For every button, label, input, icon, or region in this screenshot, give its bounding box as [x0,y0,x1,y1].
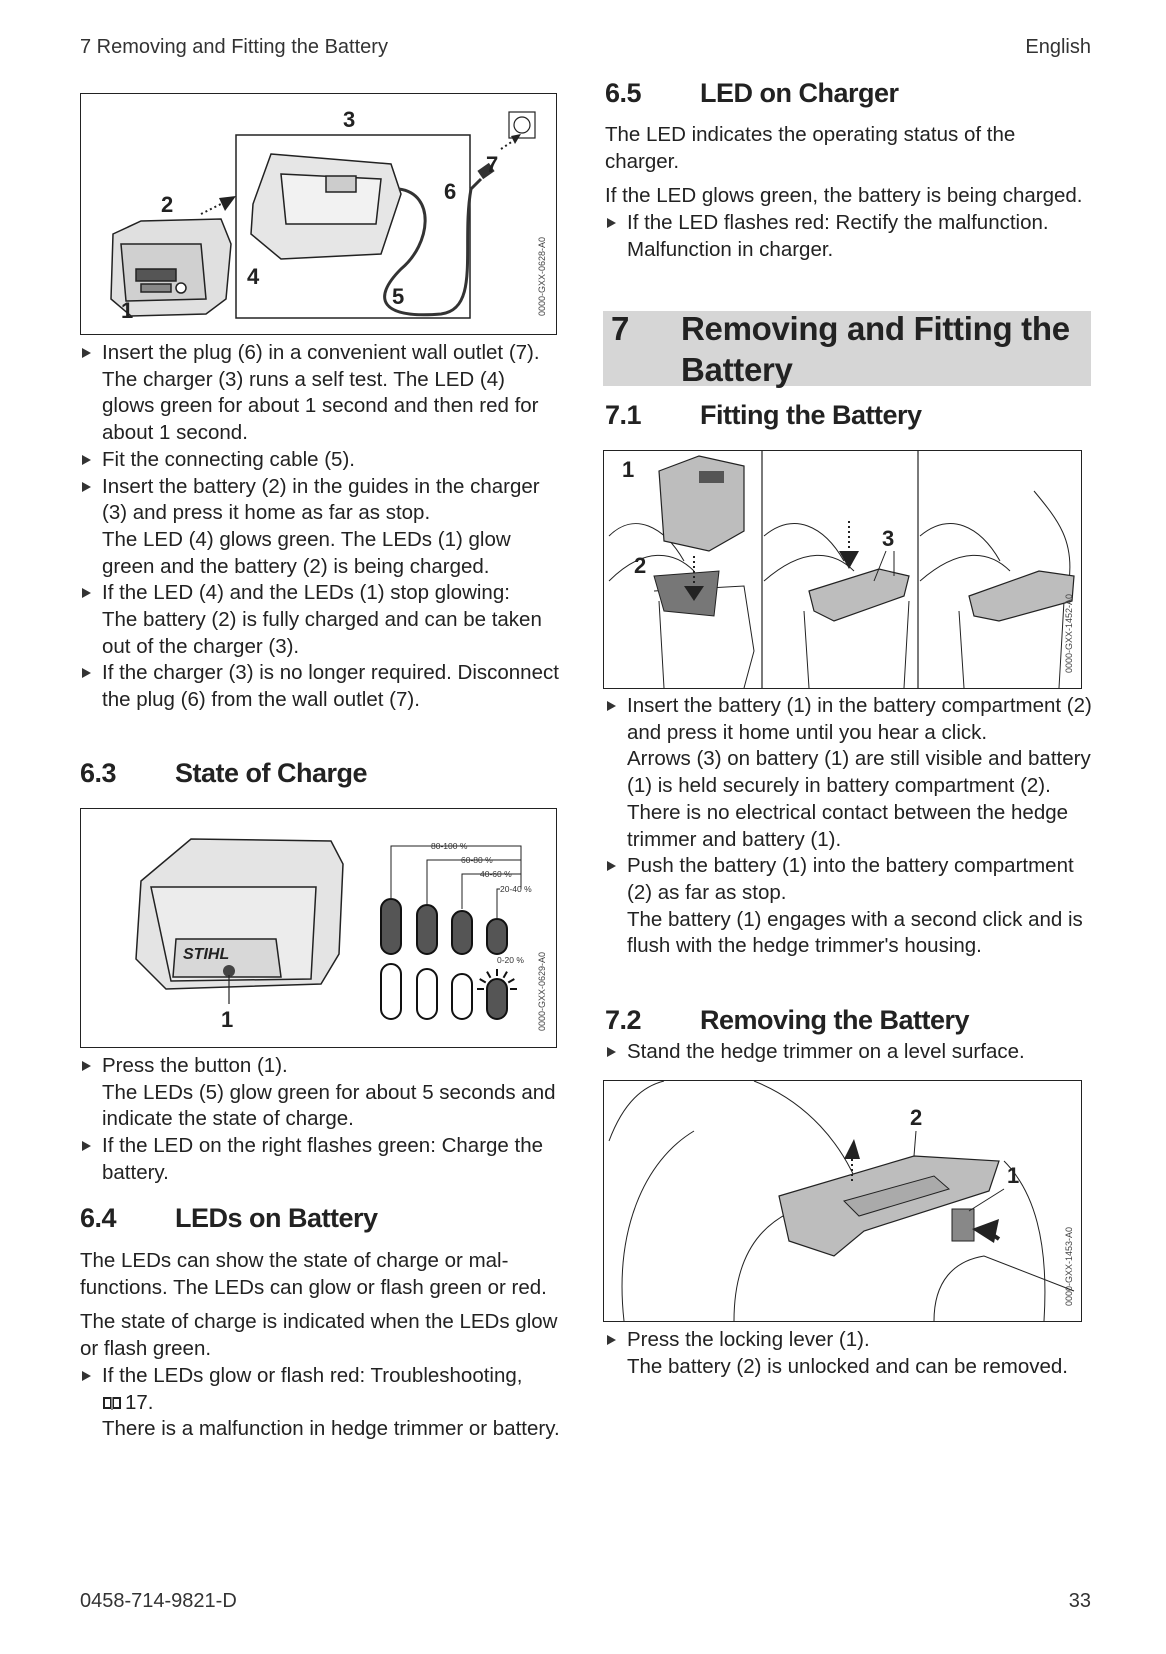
paragraph: The LEDs can show the state of charge or malfunctions. The LEDs can glow or flash green or red. [80,1249,547,1299]
fitting-step-list [605,693,1100,960]
led-flashing [487,979,507,1019]
removing-battery-figure [603,1080,1082,1322]
step-text: If the LED (4) and the LEDs (1) stop glowing: [102,581,510,605]
level-brackets [391,846,521,919]
step-item [80,1053,560,1133]
step-item [80,474,560,581]
step-text: Insert the battery (1) in the battery compartment (2) and press it home until you hear a click. [627,694,1092,744]
heading-7-2 [605,1005,969,1036]
level-label-80-100: 80-100 % [431,841,468,851]
page-reference[interactable] [102,1390,562,1417]
removing-pre-step-list [605,1039,1100,1066]
step-text: Fit the connecting cable (5). [102,447,355,471]
figure-code: 0000-GXX-1452-A0 [1064,593,1074,673]
section-number: 6.5 [605,78,642,108]
paragraph: The LED indicates the operating status of the charger. [605,123,1016,173]
paragraph: The state of charge is indicated when the LEDs glow or flash green. [80,1310,558,1361]
bullet-triangle-icon [82,1141,91,1151]
flash-ray [487,972,491,978]
step-result: The charger (3) runs a self test. The LED (4) glows green for about 1 second and then red for about 1 second. [102,367,539,445]
step-result: The battery (1) engages with a second click and is flush with the hedge trimmer's housing. [627,907,1083,958]
step-result: The battery (2) is fully charged and can be taken out of the charger (3). [102,608,542,658]
chapter-title [681,308,1070,390]
step-item [80,1363,562,1443]
removing-steps [605,1327,1100,1380]
fitting-battery-figure [603,450,1082,689]
figure-code: 0000-GXX-1453-A0 [1064,1226,1074,1306]
step-item [80,340,560,447]
removing-step-list [605,1327,1100,1380]
running-header-language: English [1025,36,1091,58]
callout-1: 1 [221,1007,234,1032]
step-text: Stand the hedge trimmer on a level surface. [627,1040,1025,1063]
led-lit [487,919,507,954]
step-item [80,447,560,474]
callout-5: 5 [392,284,405,309]
led-row-low [381,964,517,1019]
heading-6-3 [80,758,367,789]
step-result: The LEDs (5) glow green for about 5 seconds and indicate the state of charge. [102,1080,556,1131]
section-number: 7.1 [605,400,642,430]
step-text: Press the locking lever (1). [627,1328,870,1351]
state-of-charge-figure [80,808,557,1048]
footer-page-number: 33 [1068,1590,1091,1612]
battery-front-drawing [136,839,343,989]
step-item [605,693,1100,853]
section-title: Fitting the Battery [700,400,922,430]
charging-step-list [80,340,560,714]
battery-inserted-drawing [809,569,909,621]
bullet-triangle-icon [607,1335,616,1345]
step-text: Insert the plug (6) in a convenient wall outlet (7). [102,341,540,364]
section-number: 6.4 [80,1203,117,1233]
led-off [417,969,437,1019]
section-6-5-body [605,122,1095,264]
bullet-triangle-icon [82,1061,91,1071]
step-text: If the LED on the right flashes green: Charge the battery. [102,1134,544,1184]
section-title: Removing the Battery [700,1005,970,1035]
callout-1: 1 [121,298,134,323]
callout-1: 1 [1007,1163,1020,1188]
section-6-4-body [80,1248,562,1443]
flash-ray [508,979,514,983]
charging-steps [80,340,560,714]
figure-code: 0000-GXX-0629-A0 [537,951,547,1031]
chapter-heading-box [603,311,1091,386]
locking-lever-drawing [952,1209,974,1241]
heading-6-5 [605,78,899,109]
fitting-steps [605,693,1100,960]
level-label-40-60: 40-60 % [480,869,512,879]
led-row-lit [381,899,507,954]
led-lit [417,905,437,954]
step-result: The LED (4) glows green. The LEDs (1) glow green and the battery (2) is being charged. [102,527,511,578]
removing-illustration [604,1081,1081,1321]
charger-drawing [251,154,401,259]
bullet-triangle-icon [607,861,616,871]
level-label-60-80: 60-80 % [461,855,493,865]
step-item [605,1039,1100,1066]
flash-ray [504,972,508,978]
reference-page-number: 17. [125,1390,154,1414]
charger-step-list [605,210,1095,263]
led-step-list [80,1363,562,1443]
charging-figure [80,93,557,335]
section-title: LED on Charger [700,78,899,108]
bullet-triangle-icon [607,701,616,711]
bullet-triangle-icon [607,218,616,228]
callout-2: 2 [910,1105,923,1130]
section-title: State of Charge [175,758,368,788]
level-label-20-40: 20-40 % [500,884,532,894]
led-lit [452,911,472,954]
callout-4: 4 [247,264,260,289]
step-text: Insert the battery (2) in the guides in the charger (3) and press it home as far as stop. [102,474,540,525]
level-label-0-20: 0-20 % [497,955,524,965]
stihl-logo: STIHL [183,946,230,963]
battery-drawing [654,456,744,616]
insert-arrow-icon [201,196,236,214]
step-result: Malfunction in charger. [627,237,834,261]
callout-3: 3 [343,107,356,132]
state-of-charge-steps [80,1053,560,1187]
step-item [80,580,560,660]
step-text: If the LEDs glow or flash red: Troubleshooting, [102,1363,523,1387]
push-arrow-icon [839,551,859,569]
step-text: If the charger (3) is no longer required. Disconnect the plug (6) from the wall outlet (7). [102,661,559,712]
bullet-triangle-icon [607,1047,616,1057]
step-item [605,1327,1100,1380]
section-title: LEDs on Battery [175,1203,378,1233]
step-text: Push the battery (1) into the battery compartment (2) as far as stop. [627,854,1074,904]
section-number: 6.3 [80,758,117,788]
state-step-list [80,1053,560,1187]
step-text: Press the button (1). [102,1054,288,1077]
fitting-illustration [604,451,1081,688]
callout-2: 2 [161,192,174,217]
step-result: The battery (2) is unlocked and can be removed. [627,1354,1068,1378]
chapter-title-line1: Removing and Fitting the [681,310,1070,347]
step-item [605,210,1095,263]
chapter-title-line2: Battery [681,351,793,388]
bullet-triangle-icon [82,482,91,492]
led-off [452,974,472,1019]
flash-ray [480,979,486,983]
lift-arrow-icon [844,1139,860,1159]
step-item [80,1133,560,1186]
wall-outlet-icon [501,112,535,149]
led-off [381,964,401,1019]
charger-illustration [81,94,556,334]
bullet-triangle-icon [82,348,91,358]
callout-7: 7 [486,152,499,177]
step-result: There is a malfunction in hedge trimmer or battery. [102,1417,560,1441]
footer-doc-number: 0458-714-9821-D [80,1590,237,1612]
figure-code: 0000-GXX-0628-A0 [537,236,547,316]
running-header-chapter: 7 Removing and Fitting the Battery [80,36,388,58]
battery-flush-drawing [969,571,1074,621]
chapter-number: 7 [611,310,630,347]
section-number: 7.2 [605,1005,642,1035]
led-lit [381,899,401,954]
step-item [80,660,560,713]
callout-1: 1 [622,457,635,482]
heading-6-4 [80,1203,378,1234]
battery-led-illustration [81,809,556,1047]
step-item [605,853,1100,960]
book-icon [102,1395,122,1411]
callout-3: 3 [882,526,895,551]
bullet-triangle-icon [82,455,91,465]
step-text: If the LED flashes red: Rectify the malfunction. [627,211,1049,235]
bullet-triangle-icon [82,1371,91,1381]
removing-pre-step [605,1039,1100,1066]
bullet-triangle-icon [82,588,91,598]
bullet-triangle-icon [82,668,91,678]
step-result: Arrows (3) on battery (1) are still visible and battery (1) is held securely in battery compartment (2). There is no electrical contact between the hedge trimmer and battery (1). [627,747,1091,851]
paragraph: If the LED glows green, the battery is being charged. [605,184,1083,208]
heading-7-1 [605,400,922,431]
callout-2: 2 [634,553,647,578]
callout-6: 6 [444,179,457,204]
